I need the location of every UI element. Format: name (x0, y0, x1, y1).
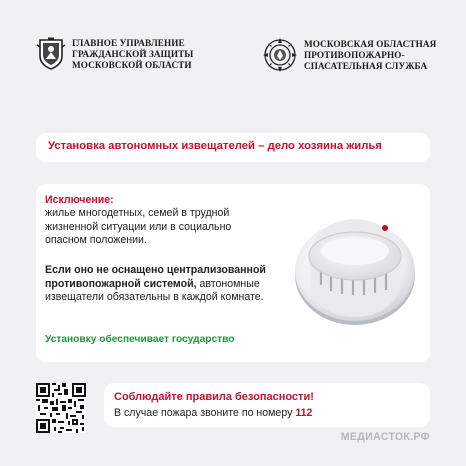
title-text: Установка автономных извещателей – дело хозяина жилья (48, 140, 382, 152)
info-card (36, 184, 430, 362)
org-civil-defense (36, 37, 193, 71)
fire-service-emblem-icon (262, 37, 298, 73)
exception-heading: Исключение: (45, 194, 114, 206)
brand-watermark: МЕДИАСТОК.РФ (340, 431, 430, 443)
qr-code-icon[interactable] (36, 383, 86, 433)
exception-body: жилье многодетных, семей в трудной жизненной ситуации или в социально опасном положении. (45, 207, 232, 247)
title-card (36, 133, 430, 162)
org-civil-defense-name: ГЛАВНОЕ УПРАВЛЕНИЕ ГРАЖДАНСКОЙ ЗАЩИТЫ МОСКОВСКОЙ ОБЛАСТИ (72, 37, 194, 70)
emergency-line-text: В случае пожара звоните по номеру (114, 407, 296, 419)
system-requirement (45, 264, 275, 305)
header (0, 0, 466, 110)
emergency-phone-number: 112 (295, 407, 313, 419)
org-fire-service (262, 37, 436, 73)
emergency-line (114, 407, 312, 419)
safety-heading: Соблюдайте правила безопасности! (114, 391, 314, 403)
state-note: Установку обеспечивает государство (45, 334, 235, 345)
smoke-detector-icon (289, 201, 421, 338)
org-fire-service-name: МОСКОВСКАЯ ОБЛАСТНАЯ ПРОТИВОПОЖАРНО- СПАСАТЕЛЬНАЯ СЛУЖБА (304, 38, 437, 71)
coat-of-arms-icon (36, 37, 66, 71)
safety-card (104, 383, 430, 427)
system-requirement-rest: автономные извещатели обязательны в каждой комнате. (45, 277, 264, 304)
system-requirement-bold: Если оно не оснащено централизованной противопожарной системой, (45, 264, 266, 290)
